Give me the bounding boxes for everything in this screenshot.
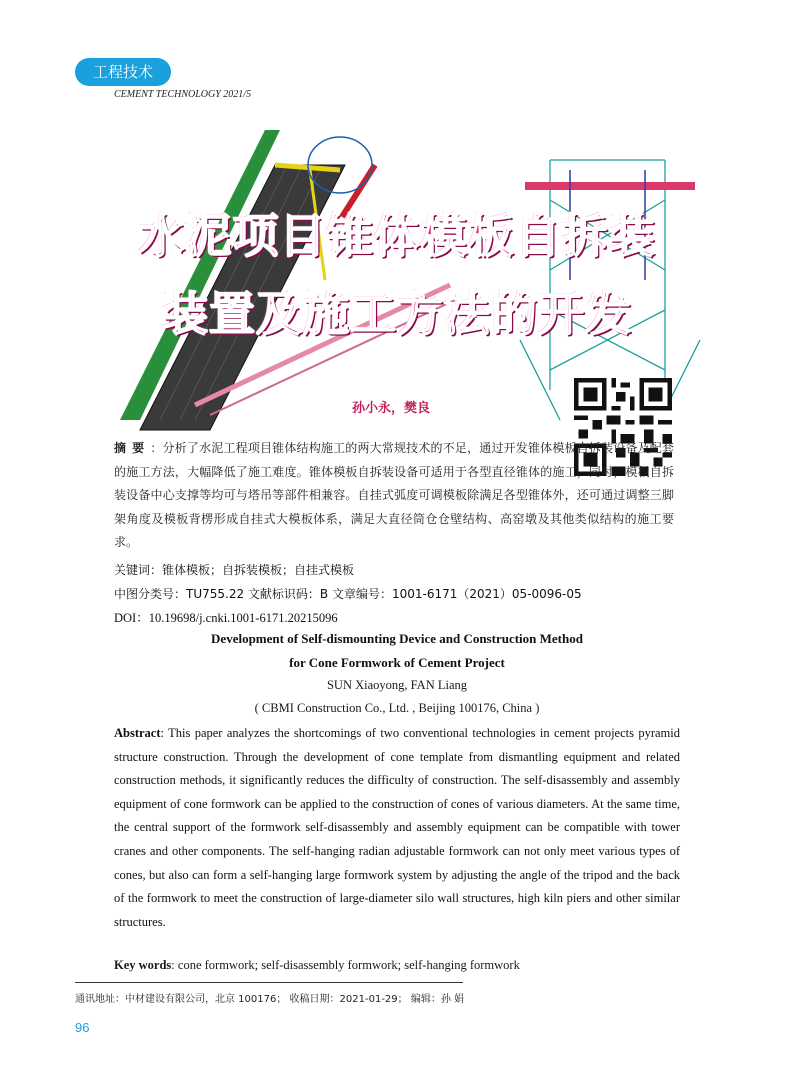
english-title-line-2: for Cone Formwork of Cement Project [289, 655, 505, 670]
page-number: 96 [75, 1020, 90, 1035]
doi: DOI：10.19698/j.cnki.1001-6171.20215096 [114, 611, 338, 625]
english-title-line-1: Development of Self-dismounting Device and Construction Method [211, 631, 583, 646]
footnote-divider [75, 982, 463, 983]
keywords-en [114, 958, 520, 973]
affiliation: ( CBMI Construction Co., Ltd. , Beijing 100176, China ) [254, 701, 540, 715]
section-badge: 工程技术 [75, 58, 171, 86]
title-line-2: 装置及施工方法的开发 [162, 287, 632, 341]
title-line-1: 水泥项目锥体模板自拆装 [138, 209, 656, 263]
abstract-label-en: Abstract [114, 726, 161, 740]
english-abstract [114, 722, 680, 934]
footnote: 通讯地址：中材建设有限公司，北京 100176； 收稿日期：2021-01-29； 编辑：孙 娟 [75, 994, 465, 1005]
keywords-cn: 关键词：锥体模板；自拆装模板；自挂式模板 [114, 563, 355, 577]
keywords-label-en: Key words [114, 958, 172, 972]
journal-name: CEMENT TECHNOLOGY 2021/5 [114, 89, 252, 100]
abstract-label-cn: 摘要 [114, 441, 151, 455]
abstract-text-cn: ：分析了水泥工程项目锥体结构施工的两大常规技术的不足，通过开发锥体模板自拆装设备及配套的施工方法，大幅降低了施工难度。锥体模板自拆装设备可适用于各型直径锥体的施工，同时，模板自拆装设备中心支撑等均可与塔吊等部件相兼容。自挂式弧度可调模板除满足各型锥体外，还可通过调整三脚架角度及模板背楞形成自挂式大模板体系，满足大直径筒仓仓壁结构、高窑墩及其他类似结构的施工要求。 [114, 441, 674, 549]
keywords-text-en: : cone formwork; self-disassembly formwork; self-hanging formwork [171, 958, 520, 972]
abstract-text-en: : This paper analyzes the shortcomings of two conventional technologies in cement projects pyramid structure construction. Through the development of cone template from dismantling equipment and related construction methods, it significantly reduces the difficulty of construction. The self-disassembly and assembly equipment of cone formwork can be applied to the construction of cones of various diameters. At the same time, the central support of the formwork self-disassembly and assembly equipment can be compatible with tower cranes and other components. The self-hanging radian adjustable formwork can not only meet various types of cones, but also can form a self-hanging large formwork system by adjusting the angle of the tripod and the back of the formwork to meet the construction of large-diameter silo wall structures, high kiln piers and other similar structures. [114, 726, 680, 929]
english-authors: SUN Xiaoyong, FAN Liang [326, 678, 468, 692]
chinese-abstract [114, 437, 674, 555]
classification-line: 中图分类号：TU755.22 文献标识码：B 文章编号：1001-6171（2021）05-0096-05 [114, 587, 582, 601]
authors-cn: 孙小永，樊良 [352, 401, 431, 416]
